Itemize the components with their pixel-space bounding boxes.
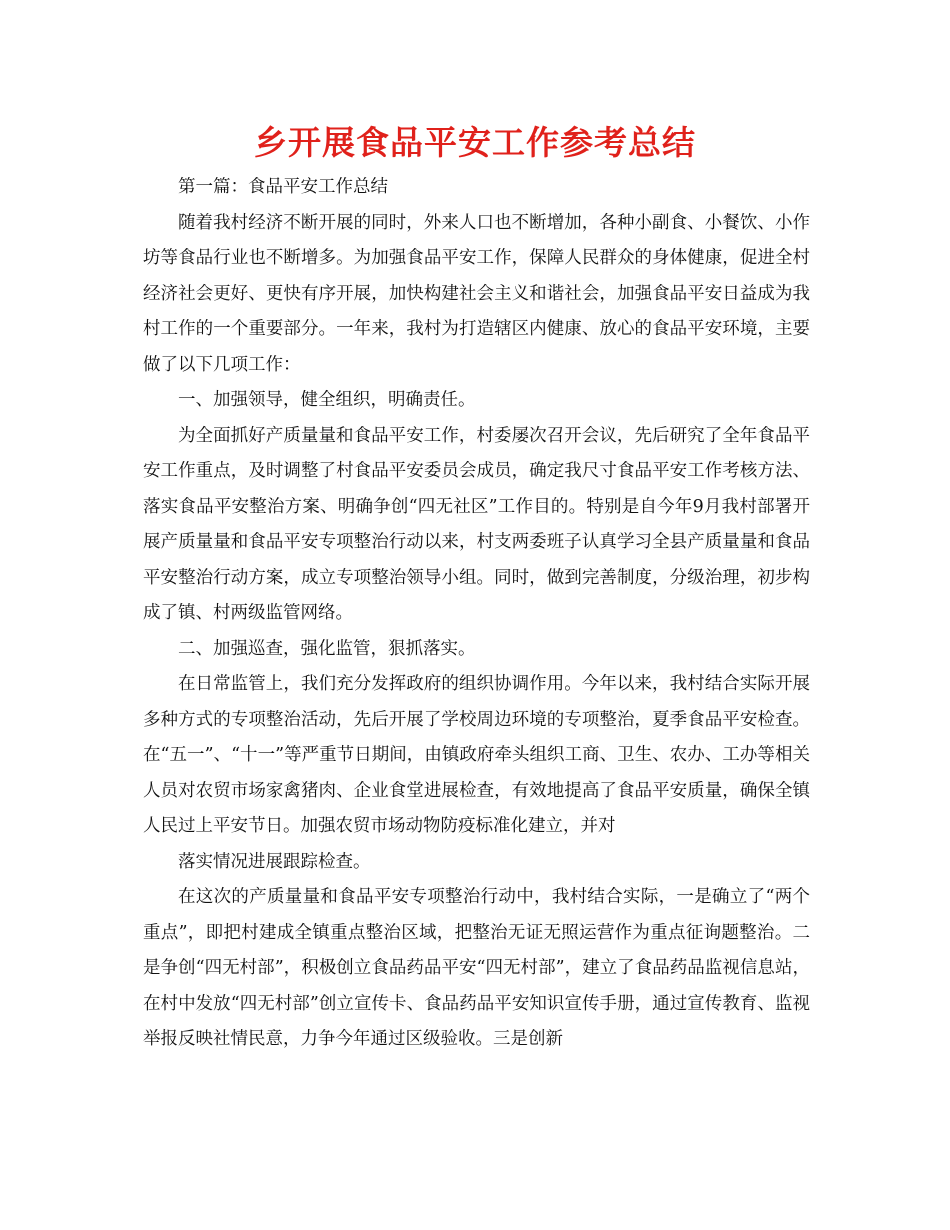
- section-heading-inspection: 二、加强巡查，强化监管，狠抓落实。: [178, 638, 476, 659]
- section-heading-first-article: 第一篇：食品平安工作总结: [178, 177, 388, 197]
- document-body: [143, 170, 810, 1058]
- paragraph-follow-up: 落实情况进展跟踪检查。: [178, 851, 371, 872]
- paragraph-special-campaign: 在这次的产质量量和食品平安专项整治行动中，我村结合实际，一是确立了“两个重点”，即把村建成全镇重点整治区域，把整治无证无照运营作为重点征询题整治。二是争创“四无村部”，积极创立食品药品平安“四无村部”，建立了食品药品监视信息站，在村中发放“四无村部”创立宣传卡、食品药品平安知识宣传手册，通过宣传教育、监视举报反映社情民意，力争今年通过区级验收。三是创新: [143, 887, 810, 1049]
- document-title: 乡开展食品平安工作参考总结: [254, 123, 696, 162]
- section-heading-leadership: 一、加强领导，健全组织，明确责任。: [178, 390, 476, 410]
- paragraph-inspection: 在日常监管上，我们充分发挥政府的组织协调作用。今年以来，我村结合实际开展多种方式的专项整治活动，先后开展了学校周边环境的专项整治，夏季食品平安检查。在“五一”、“十一”等严重节日期间，由镇政府牵头组织工商、卫生、农办、工办等相关人员对农贸市场家禽猪肉、企业食堂进展检查，有效地提高了食品平安质量，确保全镇人民过上平安节日。加强农贸市场动物防疫标准化建立，并对: [143, 674, 810, 836]
- paragraph-intro: 随着我村经济不断开展的同时，外来人口也不断增加，各种小副食、小餐饮、小作坊等食品行业也不断增多。为加强食品平安工作，保障人民群众的身体健康，促进全村经济社会更好、更快有序开展，加快构建社会主义和谐社会，加强食品平安日益成为我村工作的一个重要部分。一年来，我村为打造辖区内健康、放心的食品平安环境，主要做了以下几项工作：: [143, 212, 810, 375]
- paragraph-leadership: 为全面抓好产质量量和食品平安工作，村委屡次召开会议，先后研究了全年食品平安工作重点，及时调整了村食品平安委员会成员，确定我尺寸食品平安工作考核方法、落实食品平安整治方案、明确争创“四无社区”工作目的。特别是自今年9月我村部署开展产质量量和食品平安专项整治行动以来，村支两委班子认真学习全县产质量量和食品平安整治行动方案，成立专项整治领导小组。同时，做到完善制度，分级治理，初步构成了镇、村两级监管网络。: [143, 425, 810, 623]
